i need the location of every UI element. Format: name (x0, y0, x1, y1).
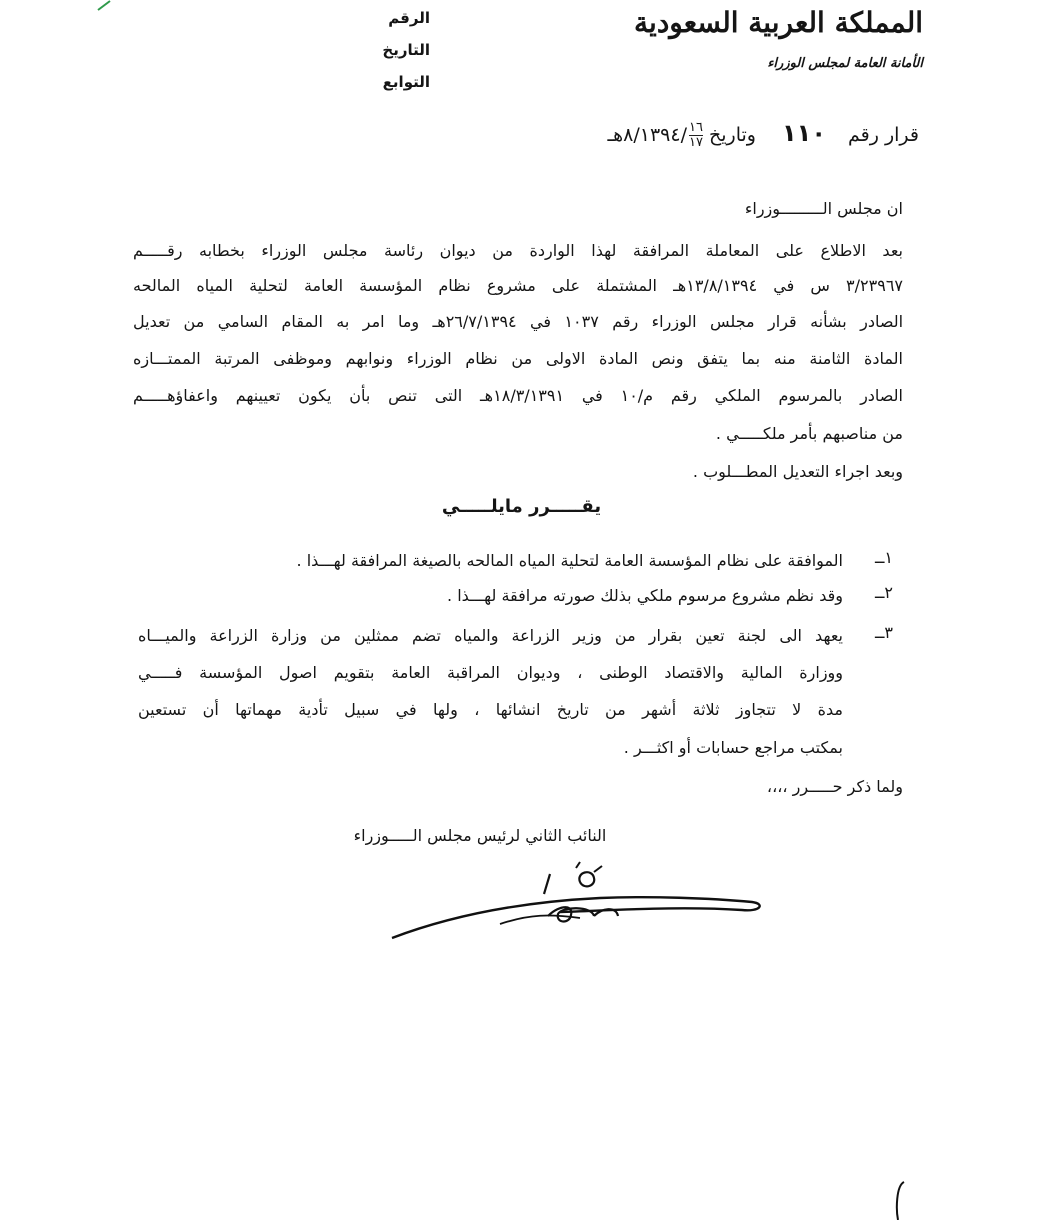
signatory-title: النائب الثاني لرئيس مجلس الـــــوزراء (353, 826, 607, 845)
decision-date-label: وتاريخ (709, 124, 756, 146)
field-attachments-label: التوابع (382, 73, 430, 91)
date-day-bottom: ١٧ (688, 135, 703, 150)
kingdom-title: المملكة العربية السعودية (634, 6, 923, 39)
item-text: بمكتب مراجع حسابات أو اكثـــر . (623, 738, 843, 757)
handwritten-signature (380, 860, 780, 950)
item-text: يعهد الى لجنة تعين بقرار من وزير الزراعة والمياه تضم ممثلين من وزارة الزراعة والميـــاه (138, 626, 843, 645)
preamble-line: ٣/٢٣٩٦٧ س في ١٣/٨/١٣٩٤هـ المشتملة على مشروع نظام المؤسسة العامة لتحلية المياه المالحه (133, 276, 903, 295)
letterhead (634, 0, 923, 80)
preamble-opening: ان مجلس الـــــــــوزراء (744, 199, 903, 218)
item-number: ٢ــ (875, 583, 893, 602)
closing-line: ولما ذكر حـــــرر ،،،، (766, 777, 903, 796)
item-text: الموافقة على نظام المؤسسة العامة لتحلية المياه المالحه بالصيغة المرافقة لهـــذا . (296, 551, 843, 570)
field-date-label: التاريخ (382, 41, 430, 59)
preamble-after: وبعد اجراء التعديل المطـــلوب . (692, 462, 903, 481)
decision-line (608, 118, 919, 150)
decision-label: قرار رقم (848, 124, 919, 146)
date-day-top: ١٦ (688, 120, 703, 135)
field-number-label: الرقم (388, 9, 430, 27)
decision-date-rest: /٨/١٣٩٤هـ (607, 124, 687, 146)
margin-bracket (890, 1180, 910, 1220)
preamble-line: الصادر بشأنه قرار مجلس الوزراء رقم ١٠٣٧ في ٢٦/٧/١٣٩٤هـ وما امر به المقام السامي من تعديل (133, 312, 904, 331)
reference-fields (340, 2, 430, 98)
item-text: مدة لا تتجاوز ثلاثة أشهر من تاريخ انشائها ، ولها في سبيل تأدية مهماتها أن تستعين (138, 700, 843, 719)
item-number: ١ــ (875, 548, 893, 567)
preamble-line: بعد الاطلاع على المعاملة المرافقة لهذا الواردة من ديوان رئاسة مجلس الوزراء بخطابه رقـــــم (133, 241, 903, 260)
item-text: ووزارة المالية والاقتصاد الوطنى ، وديوان المراقبة العامة بتقويم اصول المؤسسة فـــــي (138, 663, 843, 682)
preamble-line: من مناصبهم بأمر ملكـــــي . (715, 424, 903, 443)
decision-number: ١١٠ (782, 119, 826, 147)
corner-mark (96, 0, 116, 12)
preamble-line: الصادر بالمرسوم الملكي رقم م/١٠ في ١٨/٣/١٣٩١هـ التى تنص بأن يكون تعيينهم واعفاؤهـــــم (133, 386, 904, 405)
item-number: ٣ــ (875, 623, 893, 642)
decision-date-day (689, 121, 703, 150)
secretariat-title: الأمانة العامة لمجلس الوزراء (767, 56, 923, 71)
resolution-heading: يقـــــرر مايلـــــي (441, 496, 602, 517)
item-text: وقد نظم مشروع مرسوم ملكي بذلك صورته مرافقة لهـــذا . (447, 586, 843, 605)
preamble-line: المادة الثامنة منه بما يتفق ونص المادة الاولى من نظام الوزراء ونوابهم وموظفى المرتبة الممتـــازه (133, 349, 903, 368)
